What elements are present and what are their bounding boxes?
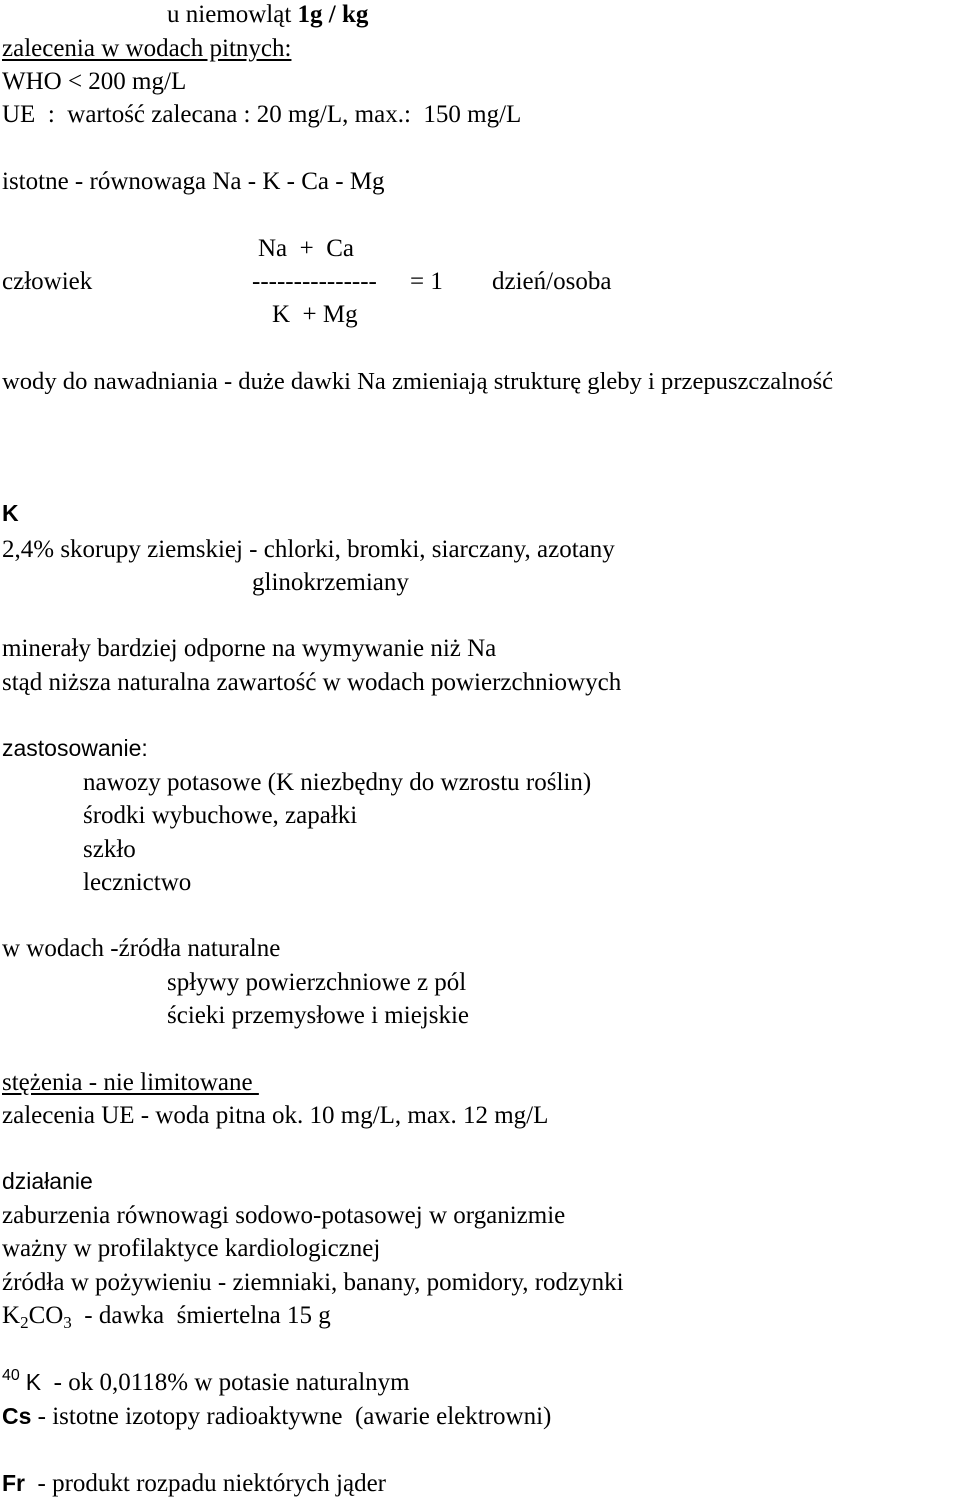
cs-symbol: Cs (2, 1403, 32, 1429)
isotope-symbol: K (25, 1369, 42, 1395)
source-item: spływy powierzchniowe z pól (167, 969, 467, 996)
sources-line: w wodach -źródła naturalne (2, 935, 281, 962)
usage-heading: zastosowanie: (2, 735, 148, 761)
fraction-line: --------------- (252, 268, 377, 295)
lower-content-line: stąd niższa naturalna zawartość w wodach powierzchniowych (2, 669, 622, 696)
effect-item: źródła w pożywieniu - ziemniaki, banany, pomidory, rodzynki (2, 1269, 624, 1296)
k2co3-line: $K_2CO_3$ - dawka śmiertelna 15 g (2, 1302, 331, 1332)
effect-item: zaburzenia równowagi sodowo-potasowej w organizmie (2, 1202, 566, 1229)
fr-line: Fr - produkt rozpadu niektórych jąder (2, 1470, 386, 1497)
balance-line: istotne - równowaga Na - K - Ca - Mg (2, 168, 385, 195)
cs-line: Cs - istotne izotopy radioaktywne (awarie elektrowni) (2, 1403, 552, 1430)
fraction-label: człowiek (2, 268, 93, 295)
usage-item: szkło (83, 836, 136, 863)
who-limit: WHO < 200 mg/L (2, 68, 187, 95)
effect-heading: działanie (2, 1168, 93, 1194)
ue-limit: UE : wartość zalecana : 20 mg/L, max.: 150 mg/L (2, 101, 522, 128)
fraction-unit: dzień/osoba (492, 268, 612, 295)
isotope-mass: 40 (2, 1367, 20, 1384)
infants-value: 1g / kg (297, 1, 369, 28)
usage-item: środki wybuchowe, zapałki (83, 802, 358, 829)
drinking-water-heading: zalecenia w wodach pitnych: (2, 35, 292, 62)
fraction-denominator: K + Mg (272, 301, 358, 328)
crust-line-cont: glinokrzemiany (252, 569, 409, 596)
irrigation-line: wody do nawadniania - duże dawki Na zmieniają strukturę gleby i przepuszczalność (2, 368, 834, 395)
fr-symbol: Fr (2, 1470, 25, 1496)
usage-item: lecznictwo (83, 869, 192, 896)
effect-item: ważny w profilaktyce kardiologicznej (2, 1235, 381, 1262)
isotope-line: $^{40}$ K - ok 0,0118% w potasie naturalnym (2, 1367, 410, 1396)
usage-item: nawozy potasowe (K niezbędny do wzrostu roślin) (83, 769, 592, 796)
source-item: ścieki przemysłowe i miejskie (167, 1002, 470, 1029)
infants-line: u niemowląt 1g / kg (167, 1, 369, 28)
ue-recommendation-line: zalecenia UE - woda pitna ok. 10 mg/L, max. 12 mg/L (2, 1102, 549, 1129)
crust-line: 2,4% skorupy ziemskiej - chlorki, bromki, siarczany, azotany (2, 536, 615, 563)
fraction-equals: = 1 (410, 268, 443, 295)
fraction-numerator: Na + Ca (258, 235, 355, 262)
concentrations-line: stężenia - nie limitowane (2, 1069, 259, 1096)
potassium-heading: K (2, 500, 19, 526)
minerals-line: minerały bardziej odporne na wymywanie niż Na (2, 635, 497, 662)
